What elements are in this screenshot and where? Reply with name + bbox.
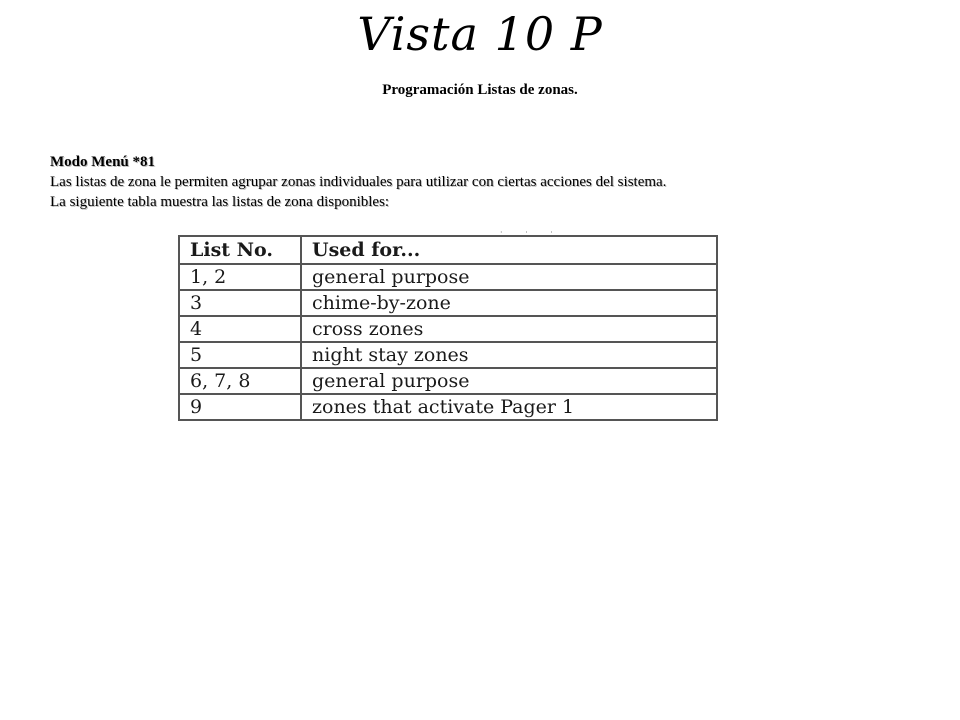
- description-block: [50, 152, 930, 212]
- cell-used-for: night stay zones: [301, 342, 717, 368]
- cell-list-no: 9: [179, 394, 301, 420]
- cell-used-for: general purpose: [301, 368, 717, 394]
- page-subtitle: Programación Listas de zonas.: [382, 82, 578, 98]
- table-header-row: [179, 236, 717, 264]
- cell-used-for: chime-by-zone: [301, 290, 717, 316]
- table-row: [179, 394, 717, 420]
- description-paragraph-1: Las listas de zona le permiten agrupar zonas individuales para utilizar con ciertas acciones del sistema.: [50, 174, 667, 190]
- menu-mode-label: Modo Menú *81: [50, 154, 155, 170]
- cell-list-no: 3: [179, 290, 301, 316]
- column-header-used-for: Used for...: [301, 236, 717, 264]
- cell-used-for: cross zones: [301, 316, 717, 342]
- table-row: [179, 264, 717, 290]
- description-paragraph-2: La siguiente tabla muestra las listas de zona disponibles:: [50, 194, 390, 210]
- scan-artifact: · · ·: [500, 228, 563, 237]
- table-row: [179, 290, 717, 316]
- table-row: [179, 342, 717, 368]
- cell-used-for: general purpose: [301, 264, 717, 290]
- zone-list-table-container: [178, 235, 718, 421]
- cell-list-no: 4: [179, 316, 301, 342]
- table-row: [179, 316, 717, 342]
- cell-list-no: 5: [179, 342, 301, 368]
- cell-list-no: 1, 2: [179, 264, 301, 290]
- page-title: Vista 10 P: [357, 7, 603, 61]
- cell-used-for: zones that activate Pager 1: [301, 394, 717, 420]
- table-row: [179, 368, 717, 394]
- zone-list-table: [178, 235, 718, 421]
- cell-list-no: 6, 7, 8: [179, 368, 301, 394]
- column-header-list-no: List No.: [179, 236, 301, 264]
